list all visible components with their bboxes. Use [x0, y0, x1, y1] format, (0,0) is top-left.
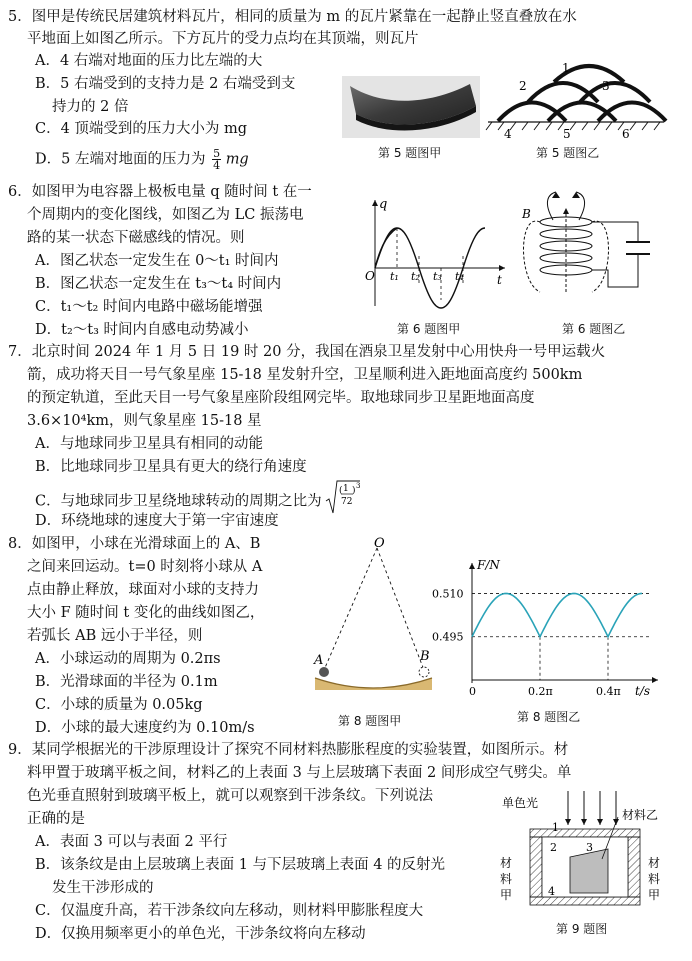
- q7-option-b: B．比地球同步卫星具有更大的绕行角速度: [35, 459, 307, 475]
- q7-option-d: D．环绕地球的速度大于第一宇宙速度: [35, 513, 279, 529]
- q7-radical: [326, 481, 360, 522]
- tile-label-3: 3: [602, 79, 610, 93]
- q8-stem-line4: 大小 F 随时间 t 变化的曲线如图乙，: [27, 605, 265, 621]
- q9-option-b: B．该条纹是由上层玻璃上表面 1 与下层玻璃上表面 4 的反射光: [35, 857, 446, 873]
- y-axis-label: F/N: [477, 558, 500, 572]
- q8-caption-1: 第 8 题图甲: [338, 714, 402, 728]
- q5-option-a: A．4 右端对地面的压力比左端的大: [35, 53, 263, 69]
- tile-label-4: 4: [504, 127, 512, 141]
- q6-option-d: D．t₂～t₃ 时间内自感电动势减小: [35, 322, 249, 338]
- y-tick-label-0: 0.510: [432, 587, 464, 601]
- q8-stem-line2: 之间来回运动。t=0 时刻将小球从 A: [27, 559, 263, 575]
- x-tick-label-0: 0: [469, 685, 476, 698]
- graph-t4-label: t₄: [455, 270, 464, 283]
- material-a-label-r3: 甲: [648, 888, 661, 902]
- graph-t2-label: t₂: [411, 270, 420, 283]
- q9-stem-line1: 9．某同学根据光的干涉原理设计了探究不同材料热膨胀程度的实验装置，如图所示。材: [8, 742, 569, 758]
- graph-q-label: q: [379, 197, 388, 212]
- q8-stem-line1: 8．如图甲，小球在光滑球面上的 A、B: [8, 536, 261, 552]
- surface-3-label: 3: [586, 841, 593, 854]
- q5-caption-2: 第 5 题图乙: [536, 146, 600, 160]
- q6-option-c: C．t₁～t₂ 时间内电路中磁场能增强: [35, 299, 263, 315]
- q9-option-b-cont: 发生干涉形成的: [52, 880, 154, 896]
- graph-origin-label: O: [365, 269, 375, 283]
- q8-option-d: D．小球的最大速度约为 0.10m/s: [35, 720, 255, 736]
- q5-caption-1: 第 5 题图甲: [378, 146, 442, 160]
- q7-exponent: 3: [356, 482, 361, 490]
- q5-option-b-cont: 持力的 2 倍: [52, 99, 129, 115]
- q5-option-d: [35, 148, 249, 171]
- q6-stem-line2: 个周期内的变化图线，如图乙为 LC 振荡电: [27, 207, 304, 223]
- material-b-label: 材料乙: [622, 808, 659, 822]
- tile-label-5: 5: [563, 127, 571, 141]
- q5-tile-photo: [342, 76, 480, 138]
- q6-caption-2: 第 6 题图乙: [562, 322, 626, 336]
- tile-label-6: 6: [622, 127, 630, 141]
- q8-option-a: A．小球运动的周期为 0.2πs: [35, 651, 221, 667]
- q7-frac-den: 72: [341, 497, 353, 507]
- q5-option-d-text: D．5 左端对地面的压力为: [35, 151, 206, 168]
- tile-label-2: 2: [519, 79, 527, 93]
- q5-fraction: $\frac{5}{4}$: [213, 147, 221, 172]
- q5-unit: mg: [225, 151, 249, 168]
- q9-stem-line2: 料甲置于玻璃平板之间，材料乙的上表面 3 与上层玻璃下表面 2 间形成空气劈尖。单: [27, 765, 572, 781]
- q7-stem-line2: 箭，成功将天目一号气象星座 15-18 星发射升空，卫星顺利进入距地面高度约 500km: [27, 367, 583, 383]
- svg-text:(: (: [339, 486, 343, 496]
- q9-caption: 第 9 题图: [556, 922, 608, 936]
- bowl-b-label: B: [420, 649, 430, 664]
- q5-stem-line2: 平地面上如图乙所示。下方瓦片的受力点均在其顶端，则瓦片: [27, 31, 419, 47]
- tile-label-1: 1: [562, 61, 570, 75]
- circuit-b-label: B: [522, 207, 531, 221]
- graph-t3-label: t₃: [433, 270, 442, 283]
- q5-stem-line1: 5．图甲是传统民居建筑材料瓦片，相同的质量为 m 的瓦片紧靠在一起静止竖直叠放在水: [8, 9, 577, 25]
- q9-interference-apparatus: [500, 785, 675, 915]
- material-a-label-2: 料: [500, 872, 513, 886]
- q8-bowl-diagram: [310, 536, 440, 690]
- q8-force-time-chart: [430, 555, 662, 698]
- q6-stem-line3: 路的某一状态下磁感线的情况。则: [27, 230, 245, 246]
- q8-stem-line5: 若弧长 AB 远小于半径，则: [27, 628, 203, 644]
- q6-stem-line1: 6．如图甲为电容器上极板电量 q 随时间 t 在一: [8, 184, 312, 200]
- q9-option-a: A．表面 3 可以与表面 2 平行: [35, 834, 228, 850]
- surface-1-label: 1: [552, 821, 559, 834]
- light-label: 单色光: [502, 796, 539, 810]
- q6-charge-time-graph: [365, 196, 510, 306]
- q9-option-c: C．仅温度升高，若干涉条纹向左移动，则材料甲膨胀程度大: [35, 903, 424, 919]
- graph-t1-label: t₁: [390, 270, 399, 283]
- x-axis-label: t/s: [635, 684, 651, 698]
- bowl-o-label: O: [374, 536, 385, 551]
- q7-stem-line4: 3.6×10⁴km，则气象星座 15-18 星: [27, 413, 262, 429]
- x-tick-label-2: 0.4π: [596, 685, 621, 698]
- force-curve: [472, 593, 642, 636]
- q9-stem-line4: 正确的是: [27, 811, 85, 827]
- q5-option-b: B．5 右端受到的支持力是 2 右端受到支: [35, 76, 296, 92]
- material-a-label-r1: 材: [648, 856, 661, 870]
- q7-option-c-text: C．与地球同步卫星绕地球转动的周期之比为: [35, 493, 322, 510]
- graph-t-label: t: [497, 273, 502, 287]
- q7-frac-num: 1: [343, 484, 349, 494]
- surface-2-label: 2: [550, 841, 557, 854]
- x-tick-label-1: 0.2π: [528, 685, 553, 698]
- material-a-label-3: 甲: [500, 888, 513, 902]
- q6-option-b: B．图乙状态一定发生在 t₃～t₄ 时间内: [35, 276, 282, 292]
- q8-option-b: B．光滑球面的半径为 0.1m: [35, 674, 218, 690]
- q5-option-c: C．4 顶端受到的压力大小为 mg: [35, 121, 248, 137]
- surface-4-label: 4: [548, 885, 555, 898]
- q6-caption-1: 第 6 题图甲: [397, 322, 461, 336]
- material-a-label-1: 材: [500, 856, 513, 870]
- q8-option-c: C．小球的质量为 0.05kg: [35, 697, 203, 713]
- q6-option-a: A．图乙状态一定发生在 0～t₁ 时间内: [35, 253, 279, 269]
- q8-caption-2: 第 8 题图乙: [517, 710, 581, 724]
- y-tick-label-1: 0.495: [432, 630, 464, 644]
- q5-tile-stack-diagram: [486, 60, 666, 140]
- q9-option-d: D．仅换用频率更小的单色光，干涉条纹将向左移动: [35, 926, 366, 942]
- q9-stem-line3: 色光垂直照射到玻璃平板上，就可以观察到干涉条纹。下列说法: [27, 788, 433, 804]
- q8-stem-line3: 点由静止释放，球面对小球的支持力: [27, 582, 259, 598]
- q6-lc-circuit-diagram: [518, 192, 678, 307]
- bowl-a-label: A: [314, 653, 324, 668]
- svg-text:): ): [352, 486, 356, 496]
- q7-stem-line3: 的预定轨道，至此天目一号气象星座阶段组网完毕。取地球同步卫星距地面高度: [27, 390, 535, 406]
- material-a-label-r2: 料: [648, 872, 661, 886]
- q7-stem-line1: 7．北京时间 2024 年 1 月 5 日 19 时 20 分，我国在酒泉卫星发射中心用快舟一号甲运载火: [8, 344, 606, 360]
- q7-option-a: A．与地球同步卫星具有相同的动能: [35, 436, 263, 452]
